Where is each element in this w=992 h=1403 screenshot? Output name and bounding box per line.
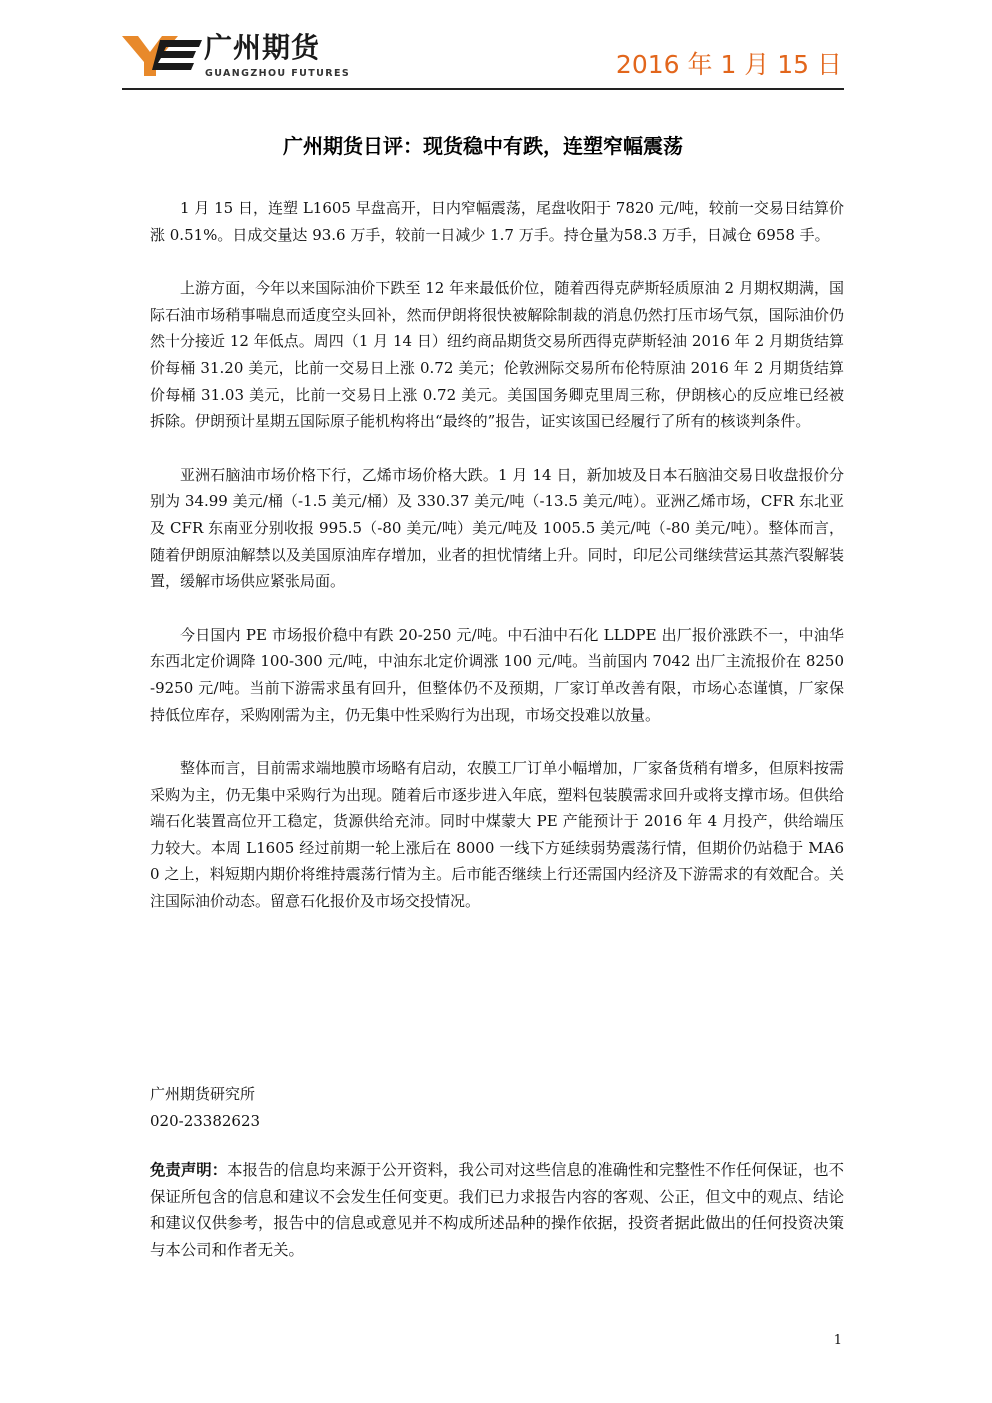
research-institute: 广州期货研究所 <box>150 1085 256 1103</box>
report-title: 广州期货日评：现货稳中有跌，连塑窄幅震荡 <box>283 134 683 158</box>
disclaimer <box>150 1157 844 1263</box>
signature-block <box>150 1081 844 1135</box>
contact-phone: 020-23382623 <box>150 1112 261 1130</box>
paragraph-outlook: 整体而言，目前需求端地膜市场略有启动，农膜工厂订单小幅增加，厂家备货稍有增多，但原料按需采购为主，仍无集中采购行为出现。随着后市逐步进入年底，塑料包装膜需求回升或将支撑市场。但供给端石化装置高位开工稳定，货源供给充沛。同时中煤蒙大 PE 产能预计于 2016 年 4 月投产，供给端压力较大。本周 L1605 经过前期一轮上涨后在 8000 一线下方延续弱势震荡行情，但期价仍站稳于 MA60 之上，料短期内期价将维持震荡行情为主。后市能否继续上行还需国内经济及下游需求的有效配合。关注国际油价动态。留意石化报价及市场交投情况。 <box>150 759 844 911</box>
page-number: 1 <box>833 1333 842 1348</box>
disclaimer-label: 免责声明： <box>150 1161 228 1179</box>
document-header <box>122 28 844 90</box>
disclaimer-text: 本报告的信息均来源于公开资料，我公司对这些信息的准确性和完整性不作任何保证，也不保证所包含的信息和建议不会发生任何变更。我们已力求报告内容的客观、公正，但文中的观点、结论和建议仅供参考，报告中的信息或意见并不构成所述品种的操作依据，投资者据此做出的任何投资决策与本公司和作者无关。 <box>150 1161 844 1259</box>
paragraph-market-summary: 1 月 15 日，连塑 L1605 早盘高开，日内窄幅震荡，尾盘收阳于 7820 元/吨，较前一交易日结算价涨 0.51%。日成交量达 93.6 万手，较前一日减少 1.7 万手。持仓量为58.3 万手，日减仓 6958 手。 <box>150 199 844 244</box>
paragraph-naphtha-ethylene: 亚洲石脑油市场价格下行，乙烯市场价格大跌。1 月 14 日，新加坡及日本石脑油交易日收盘报价分别为 34.99 美元/桶（-1.5 美元/桶）及 330.37 美元/吨（-13.5 美元/吨）。亚洲乙烯市场，CFR 东北亚及 CFR 东南亚分别收报 995.5（-80 美元/吨）美元/吨及 1005.5 美元/吨（-80 美元/吨）。整体而言，随着伊朗原油解禁以及美国原油库存增加，业者的担忧情绪上升。同时，印尼公司继续营运其蒸汽裂解装置，缓解市场供应紧张局面。 <box>150 465 844 591</box>
report-body <box>150 195 844 942</box>
brand-name-en: GUANGZHOU FUTURES <box>205 68 351 79</box>
ye-logo-icon <box>122 32 202 78</box>
header-divider <box>122 88 844 90</box>
paragraph-domestic-pe: 今日国内 PE 市场报价稳中有跌 20-250 元/吨。中石油中石化 LLDPE 出厂报价涨跌不一，中油华东西北定价调降 100-300 元/吨，中油东北定价调涨 100 元/吨。当前国内 7042 出厂主流报价在 8250-9250 元/吨。当前下游需求虽有回升，但整体仍不及预期，厂家订单改善有限，市场心态谨慎，厂家保持低位库存，采购刚需为主，仍无集中性采购行为出现，市场交投难以放量。 <box>150 625 844 724</box>
paragraph-crude-oil: 上游方面，今年以来国际油价下跌至 12 年来最低价位，随着西得克萨斯轻质原油 2 月期权期满，国际石油市场稍事喘息而适度空头回补，然而伊朗将很快被解除制裁的消息仍然打压市场气氛，国际油价仍然十分接近 12 年低点。周四（1 月 14 日）纽约商品期货交易所西得克萨斯轻油 2016 年 2 月期货结算价每桶 31.20 美元，比前一交易日上涨 0.72 美元；伦敦洲际交易所布伦特原油 2016 年 2 月期货结算价每桶 31.03 美元，比前一交易日上涨 0.72 美元。美国国务卿克里周三称，伊朗核心的反应堆已经被拆除。伊朗预计星期五国际原子能机构将出“最终的”报告，证实该国已经履行了所有的核谈判条件。 <box>150 279 844 431</box>
brand-name-cn: 广州期货 <box>204 31 321 64</box>
report-date: 2016 年 1 月 15 日 <box>615 50 842 79</box>
